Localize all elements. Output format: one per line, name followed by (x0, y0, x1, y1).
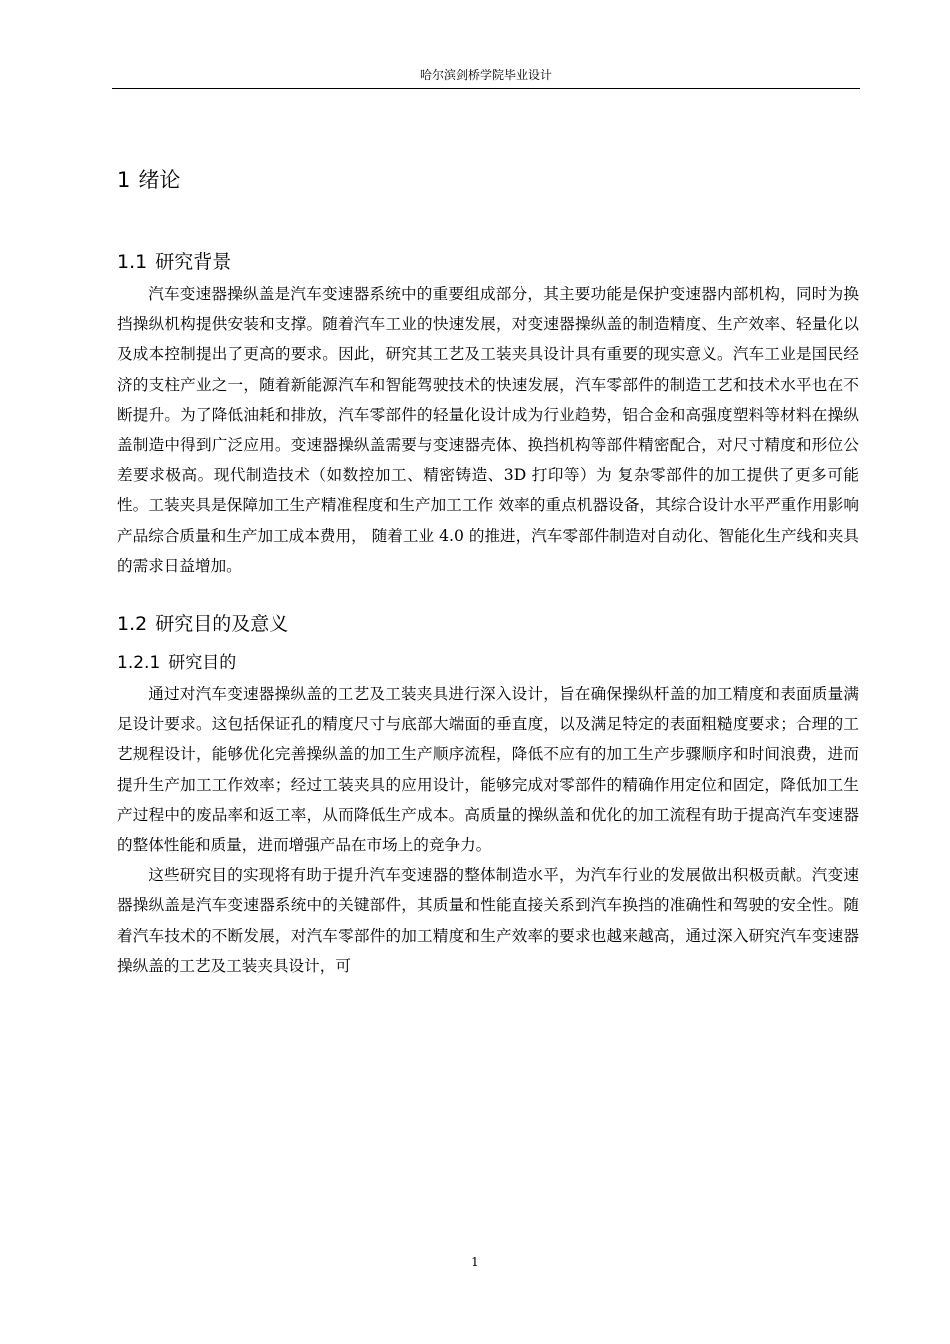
subsection-title: 研究目的 (168, 653, 237, 674)
paragraph-purpose-2: 这些研究目的实现将有助于提升汽车变速器的整体制造水平，为汽车行业的发展做出积极贡献。汽变速器操纵盖是汽车变速器系统中的关键部件，其质量和性能直接关系到汽车换挡的准确性和驾驶的安全性。随着汽车技术的不断发展，对汽车零部件的加工精度和生产效率的要求也越来越高，通过深入研究汽车变速器操纵盖的工艺及工装夹具设计，可 (117, 866, 859, 975)
section-number: 1.1 (117, 251, 148, 273)
paragraph-background: 汽车变速器操纵盖是汽车变速器系统中的重要组成部分，其主要功能是保护变速器内部机构，同时为换挡操纵机构提供安装和支撑。随着汽车工业的快速发展，对变速器操纵盖的制造精度、生产效率、轻量化以及成本控制提出了更高的要求。因此，研究其工艺及工装夹具设计具有重要的现实意义。汽车工业是国民经济的支柱产业之一，随着新能源汽车和智能驾驶技术的快速发展，汽车零部件的制造工艺和技术水平也在不断提升。为了降低油耗和排放，汽车零部件的轻量化设计成为行业趋势，铝合金和高强度塑料等材料在操纵盖制造中得到广泛应用。变速器操纵盖需要与变速器壳体、换挡机构等部件精密配合，对尺寸精度和形位公差要求极高。现代制造技术（如数控加工、精密铸造、3D 打印等）为 复杂零部件的加工提供了更多可能性。工装夹具是保障加工生产精准程度和生产加工工作 效率的重点机器设备，其综合设计水平严重作用影响产品综合质量和生产加工成本费用， 随着工业 4.0 的推进，汽车零部件制造对自动化、智能化生产线和夹具的需求日益增加。 (117, 285, 859, 575)
section-title: 研究背景 (155, 251, 232, 273)
section-number: 1.2 (117, 613, 148, 636)
section-title: 研究目的及意义 (155, 613, 289, 636)
subsection-heading-1-2-1 (117, 650, 859, 676)
chapter-title: 绪论 (138, 168, 181, 192)
subsection-number: 1.2.1 (117, 653, 161, 674)
page-content (117, 160, 859, 981)
paragraph-purpose-1: 通过对汽车变速器操纵盖的工艺及工装夹具进行深入设计，旨在确保操纵杆盖的加工精度和表面质量满足设计要求。这包括保证孔的精度尺寸与底部大端面的垂直度，以及满足特定的表面粗糙度要求；合理的工艺规程设计，能够优化完善操纵盖的加工生产顺序流程，降低不应有的加工生产步骤顺序和时间浪费，进而提升生产加工工作效率；经过工装夹具的应用设计，能够完成对零部件的精确作用定位和固定，降低加工生产过程中的废品率和返工率，从而降低生产成本。高质量的操纵盖和优化的加工流程有助于提高汽车变速器的整体性能和质量，进而增强产品在市场上的竞争力。 (117, 685, 859, 855)
header-title: 哈尔滨剑桥学院毕业设计 (419, 68, 552, 82)
section-heading-1-2 (117, 610, 859, 638)
chapter-number: 1 (117, 168, 131, 192)
chapter-heading (117, 165, 859, 195)
page-footer (0, 1254, 950, 1270)
section-heading-1-1 (117, 248, 859, 276)
page-header (112, 66, 860, 89)
page-number: 1 (471, 1255, 479, 1269)
